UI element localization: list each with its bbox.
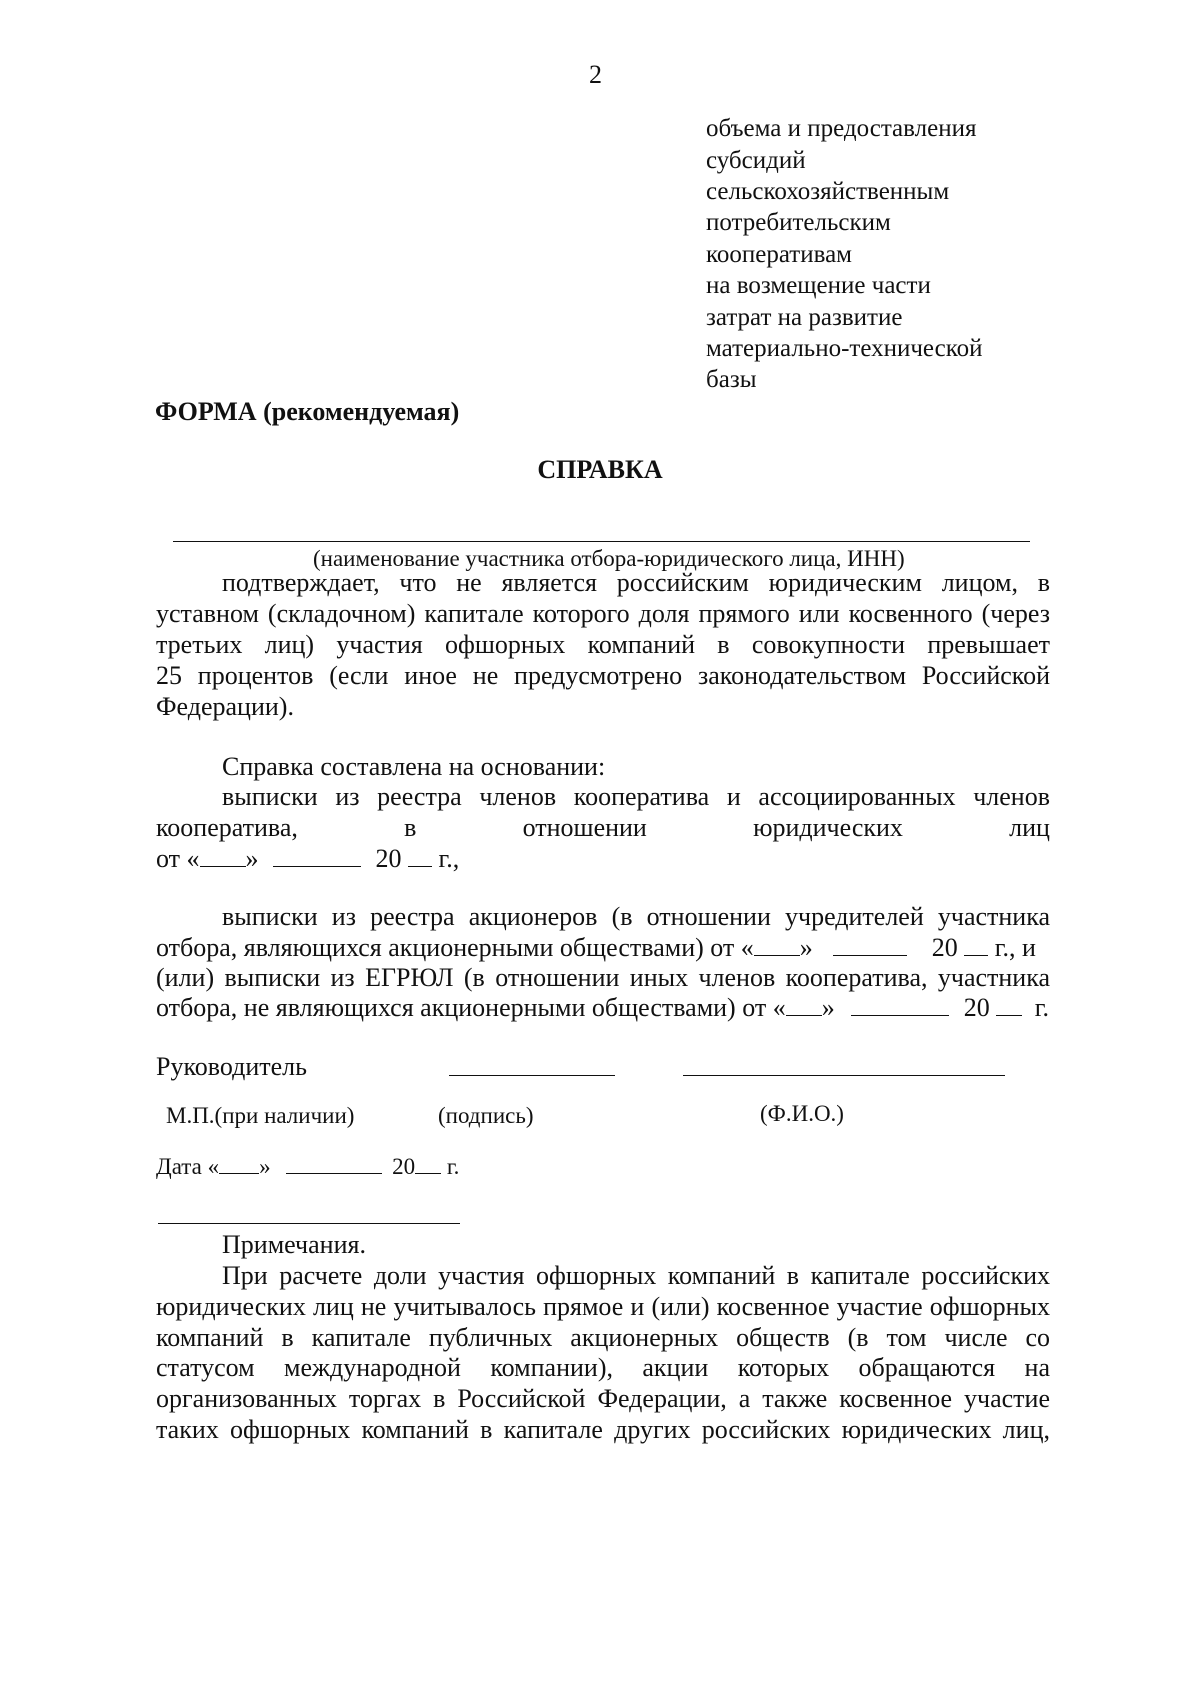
word: кооператива,: [156, 813, 298, 842]
basis2-line: отбора, не являющихся акционерными обществами) от « » 20 г.: [156, 993, 1049, 1022]
signature-line[interactable]: [449, 1075, 615, 1076]
notes-separator: [158, 1223, 460, 1224]
day-blank[interactable]: [754, 935, 800, 956]
date-line: Дата « » 20 г.: [156, 1154, 460, 1179]
body-line: третьих лиц) участия офшорных компаний в совокупности превышает: [156, 630, 1050, 659]
year-blank[interactable]: [408, 846, 432, 867]
notes-line: статусом международной компании), акции которых обращаются на: [156, 1353, 1050, 1382]
body-line: уставном (складочном) капитале которого доля прямого или косвенного (через: [156, 599, 1050, 628]
basis1-date: от « » 20 г.,: [156, 844, 460, 873]
appendix-line: сельскохозяйственным: [706, 178, 950, 205]
word: юридических: [753, 813, 903, 842]
basis2-line: (или) выписки из ЕГРЮЛ (в отношении иных членов кооператива, участника: [156, 963, 1050, 992]
appendix-line: объема и предоставления: [706, 115, 977, 142]
month-blank[interactable]: [273, 846, 361, 867]
word: лиц: [1009, 813, 1050, 842]
body-line: 25 процентов (если иное не предусмотрено законодательством Российской: [156, 661, 1050, 690]
word: отношении: [522, 813, 647, 842]
participant-caption: (наименование участника отбора-юридического лица, ИНН): [313, 546, 905, 571]
head-label: Руководитель: [156, 1052, 307, 1081]
appendix-line: базы: [706, 366, 757, 393]
month-blank[interactable]: [286, 1155, 382, 1174]
month-blank[interactable]: [851, 995, 949, 1016]
notes-line: При расчете доли участия офшорных компаний в капитале российских: [222, 1261, 1050, 1290]
day-blank[interactable]: [219, 1155, 259, 1174]
notes-line: организованных торгах в Российской Федерации, а также косвенное участие: [156, 1384, 1050, 1413]
body-line: Федерации).: [156, 692, 294, 721]
notes-line: таких офшорных компаний в капитале других российских юридических лиц,: [156, 1415, 1050, 1444]
form-label: ФОРМА (рекомендуемая): [155, 397, 460, 426]
basis1-line-words: [156, 813, 1050, 843]
year-blank[interactable]: [996, 995, 1022, 1016]
basis2-line: выписки из реестра акционеров (в отношении учредителей участника: [222, 902, 1050, 931]
day-blank[interactable]: [200, 846, 246, 867]
year-blank[interactable]: [964, 935, 988, 956]
appendix-line: кооперативам: [706, 241, 852, 268]
page-number: 2: [589, 60, 602, 89]
participant-name-line: [173, 541, 1030, 542]
year-blank[interactable]: [415, 1155, 441, 1174]
notes-title: Примечания.: [222, 1230, 366, 1259]
basis-intro: Справка составлена на основании:: [222, 752, 606, 781]
full-name-line[interactable]: [683, 1075, 1005, 1076]
notes-line: юридических лиц не учитывалось прямое и (или) косвенное участие офшорных: [156, 1292, 1050, 1321]
word: в: [404, 813, 417, 842]
appendix-line: на возмещение части: [706, 272, 931, 299]
basis2-line: отбора, являющихся акционерными обществами) от « » 20 г., и: [156, 933, 1036, 962]
basis1-line: выписки из реестра членов кооператива и ассоциированных членов: [222, 782, 1050, 811]
appendix-line: материально-технической: [706, 335, 983, 362]
month-blank[interactable]: [833, 935, 907, 956]
stamp-label: М.П.(при наличии): [166, 1103, 355, 1128]
full-name-caption: (Ф.И.О.): [760, 1101, 844, 1126]
document-title: СПРАВКА: [537, 455, 663, 484]
day-blank[interactable]: [786, 995, 822, 1016]
appendix-line: затрат на развитие: [706, 304, 903, 331]
appendix-line: потребительским: [706, 209, 891, 236]
appendix-line: субсидий: [706, 147, 806, 174]
body-line: подтверждает, что не является российским юридическим лицом, в: [222, 568, 1050, 597]
signature-caption: (подпись): [438, 1103, 534, 1128]
notes-line: компаний в капитале публичных акционерных обществ (в том числе со: [156, 1323, 1050, 1352]
